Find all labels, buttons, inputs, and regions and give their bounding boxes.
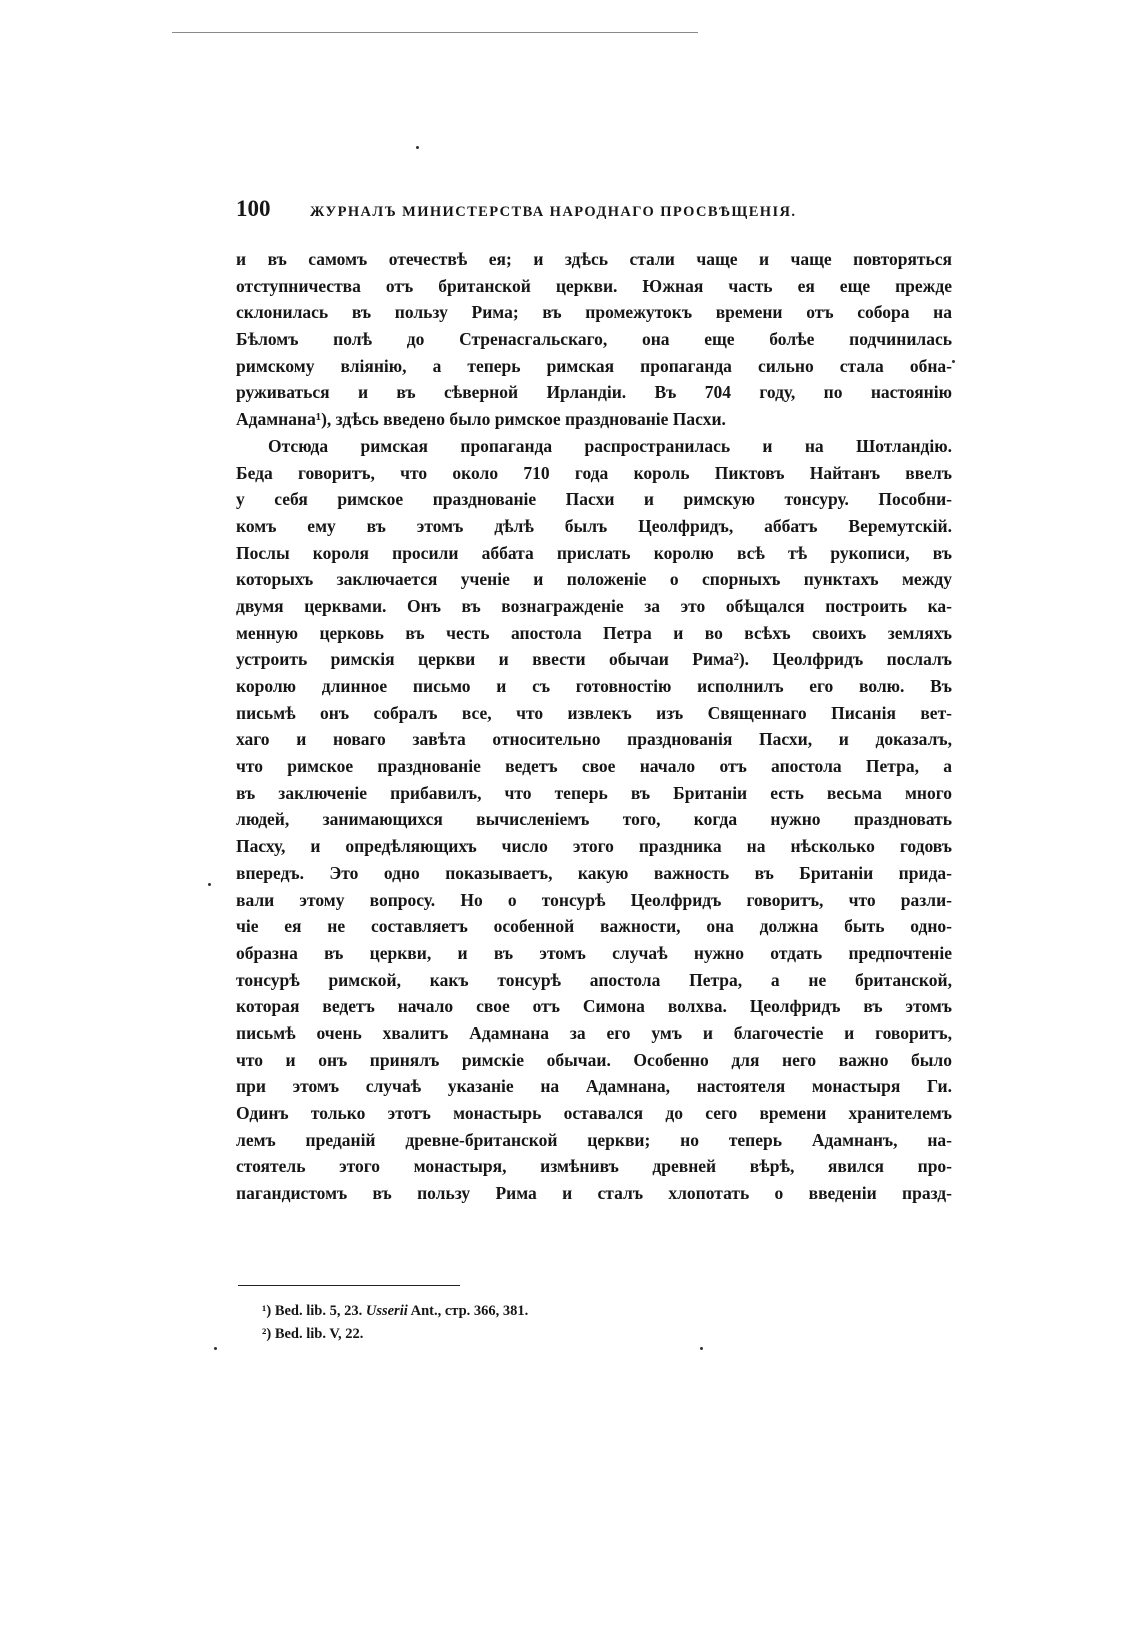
text-line: Беда говоритъ, что около 710 года король Пиктовъ Найтанъ ввелъ <box>236 462 952 483</box>
footnotes <box>262 1300 528 1346</box>
scan-speck <box>208 883 211 886</box>
text-line: менную церковь въ честь апостола Петра и во всѣхъ своихъ земляхъ <box>236 622 952 643</box>
footnote-1 <box>262 1300 528 1323</box>
text-line: у себя римское празднованіе Пасхи и римскую тонсуру. Пособни- <box>236 489 952 510</box>
scan-speck <box>700 1347 703 1350</box>
body-text <box>236 246 952 1207</box>
text-line: письмѣ онъ собралъ все, что извлекъ изъ Священнаго Писанія вет- <box>236 702 952 723</box>
text-line: въ заключеніе прибавилъ, что теперь въ Британіи есть весьма много <box>236 782 952 803</box>
text-line: лемъ преданій древне-британской церкви; но теперь Адамнанъ, на- <box>236 1129 952 1150</box>
text-line: комъ ему въ этомъ дѣлѣ былъ Цеолфридъ, аббатъ Веремутскій. <box>236 515 952 536</box>
text-line: которая ведетъ начало свое отъ Симона волхва. Цеолфридъ въ этомъ <box>236 996 952 1017</box>
text-line: Бѣломъ полѣ до Стренасгальскаго, она еще болѣе подчинилась <box>236 329 952 350</box>
footnote-divider <box>238 1285 460 1286</box>
scan-speck <box>952 360 955 363</box>
text-line: при этомъ случаѣ указаніе на Адамнана, настоятеля монастыря Ги. <box>236 1076 952 1097</box>
text-line: Отсюда римская пропаганда распространилась и на Шотландію. <box>268 435 952 456</box>
footnote-2 <box>262 1323 528 1346</box>
text-line: Пасху, и опредѣляющихъ число этого праздника на нѣсколько годовъ <box>236 836 952 857</box>
footnote-citation: Bed. lib. V, 22. <box>274 1326 364 1342</box>
footnote-citation-rest: Ant., стр. 366, 381. <box>410 1303 529 1319</box>
text-line: стоятель этого монастыря, измѣнивъ древней вѣрѣ, явился про- <box>236 1156 952 1177</box>
text-line: впередъ. Это одно показываетъ, какую важность въ Британіи прида- <box>236 862 952 883</box>
text-line: отступничества отъ британской церкви. Южная часть ея еще прежде <box>236 275 952 296</box>
text-line: хаго и новаго завѣта относительно празднованія Пасхи, и доказалъ, <box>236 729 952 750</box>
text-line: Адамнана¹), здѣсь введено было римское празднованіе Пасхи. <box>236 409 726 430</box>
footnote-source: Usserii <box>365 1303 408 1319</box>
text-line: устроить римскія церкви и ввести обычаи Рима²). Цеолфридъ послалъ <box>236 649 952 670</box>
running-title: ЖУРНАЛЪ МИНИСТЕРСТВА НАРОДНАГО ПРОСВѢЩЕНІЯ. <box>310 204 797 220</box>
text-line: вали этому вопросу. Но о тонсурѣ Цеолфридъ говоритъ, что разли- <box>236 889 952 910</box>
text-line: тонсурѣ римской, какъ тонсурѣ апостола Петра, а не британской, <box>236 969 952 990</box>
footnote-citation: Bed. lib. 5, 23. <box>274 1303 363 1319</box>
text-line: пагандистомъ въ пользу Рима и сталъ хлопотать о введеніи празд- <box>236 1183 952 1204</box>
scan-speck <box>214 1347 217 1350</box>
footnote-marker: ¹) <box>262 1303 272 1319</box>
text-line: королю длинное письмо и съ готовностію исполнилъ его волю. Въ <box>236 676 952 696</box>
page-number: 100 <box>236 196 271 221</box>
page-header <box>236 196 856 226</box>
text-line: Послы короля просили аббата прислать королю всѣ тѣ рукописи, въ <box>236 542 952 563</box>
text-line: людей, занимающихся вычисленіемъ того, когда нужно праздновать <box>236 809 952 830</box>
scan-edge-line <box>172 32 698 33</box>
text-line: образна въ церкви, и въ этомъ случаѣ нужно отдать предпочтеніе <box>236 942 952 963</box>
text-line: что римское празднованіе ведетъ свое начало отъ апостола Петра, а <box>236 756 952 777</box>
scan-speck <box>416 146 419 149</box>
text-line: склонилась въ пользу Рима; въ промежутокъ времени отъ собора на <box>236 302 952 323</box>
text-line: что и онъ принялъ римскіе обычаи. Особенно для него важно было <box>236 1049 952 1070</box>
text-line: Одинъ только этотъ монастырь оставался до сего времени хранителемъ <box>236 1103 952 1123</box>
footnote-marker: ²) <box>262 1326 272 1342</box>
text-line: руживаться и въ сѣверной Ирландіи. Въ 704 году, по настоянію <box>236 382 952 403</box>
text-line: которыхъ заключается ученіе и положеніе о спорныхъ пунктахъ между <box>236 569 952 590</box>
text-line: и въ самомъ отечествѣ ея; и здѣсь стали чаще и чаще повторяться <box>236 249 952 269</box>
text-line: письмѣ очень хвалитъ Адамнана за его умъ и благочестіе и говоритъ, <box>236 1022 952 1043</box>
text-line: чіе ея не составляетъ особенной важности, она должна быть одно- <box>236 916 952 937</box>
text-line: римскому вліянію, а теперь римская пропаганда сильно стала обна- <box>236 355 952 376</box>
text-line: двумя церквами. Онъ въ вознагражденіе за это обѣщался построить ка- <box>236 595 952 616</box>
